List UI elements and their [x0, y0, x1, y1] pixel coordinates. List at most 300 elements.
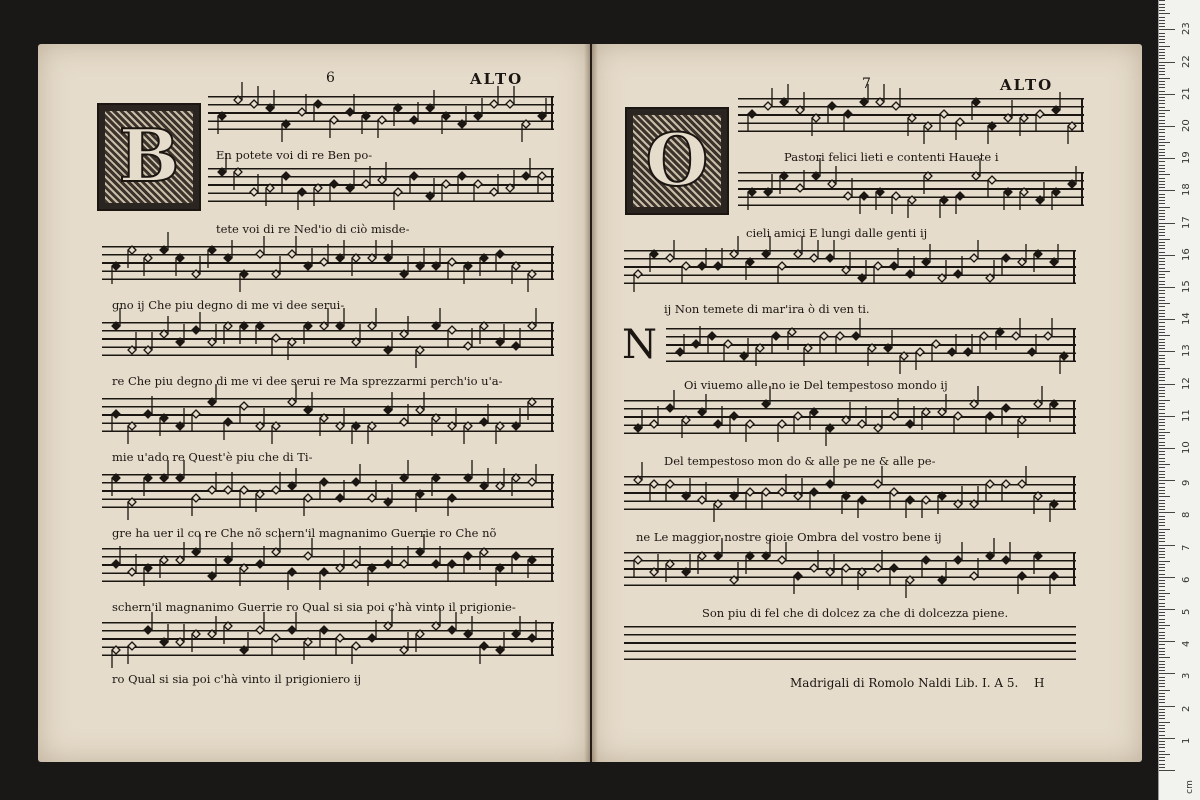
- ruler-tick: [1159, 368, 1170, 369]
- left-initial-woodcut: [97, 103, 201, 211]
- ruler-number: 13: [1181, 344, 1192, 358]
- ruler-tick: [1159, 529, 1170, 530]
- ruler-tick: [1159, 310, 1165, 311]
- ruler-tick: [1159, 364, 1165, 365]
- ruler-tick: [1159, 557, 1165, 558]
- ruler-tick: [1159, 207, 1170, 208]
- ruler-tick: [1159, 49, 1165, 50]
- music-staff: [624, 400, 1076, 434]
- book-gutter: [584, 44, 598, 762]
- ruler-tick: [1159, 78, 1170, 79]
- ruler-tick: [1159, 651, 1165, 652]
- ruler-tick: [1159, 229, 1165, 230]
- ruler-tick: [1159, 271, 1170, 272]
- ruler-tick: [1159, 136, 1165, 137]
- ruler-tick: [1159, 132, 1165, 133]
- ruler-tick: [1159, 580, 1165, 581]
- ruler-tick: [1159, 422, 1165, 423]
- lyric-line: Oi viuemo alle no ie Del tempestoso mondo ij: [684, 378, 948, 392]
- ruler-tick: [1159, 670, 1165, 671]
- lyric-line: ij Non temete di mar'ira ò di ven ti.: [664, 302, 870, 316]
- music-staff: [102, 548, 554, 582]
- ruler-tick: [1159, 235, 1165, 236]
- ruler-tick: [1159, 680, 1165, 681]
- ruler-tick: [1159, 68, 1165, 69]
- ruler-tick: [1159, 448, 1175, 449]
- ruler-tick: [1159, 599, 1165, 600]
- ruler-tick: [1159, 387, 1165, 388]
- ruler-tick: [1159, 274, 1165, 275]
- ruler-tick: [1159, 612, 1165, 613]
- ruler-number: 5: [1181, 608, 1192, 615]
- ruler-tick: [1159, 126, 1175, 127]
- ruler-tick: [1159, 219, 1165, 220]
- lyric-line: Pastori felici lieti e contenti Hauete i: [784, 150, 999, 164]
- ruler-tick: [1159, 657, 1170, 658]
- ruler-tick: [1159, 673, 1175, 674]
- ruler-tick: [1159, 103, 1165, 104]
- ruler-tick: [1159, 725, 1165, 726]
- ruler-tick: [1159, 36, 1165, 37]
- ruler-tick: [1159, 754, 1170, 755]
- ruler-tick: [1159, 561, 1170, 562]
- music-staff: [624, 476, 1076, 510]
- ruler-number: 22: [1181, 54, 1192, 68]
- measuring-ruler: [1158, 0, 1200, 800]
- ruler-number: 23: [1181, 22, 1192, 36]
- ruler-tick: [1159, 380, 1165, 381]
- ruler-tick: [1159, 400, 1170, 401]
- ruler-number: 1: [1181, 737, 1192, 744]
- ruler-tick: [1159, 512, 1175, 513]
- ruler-tick: [1159, 87, 1165, 88]
- ruler-tick: [1159, 474, 1165, 475]
- ruler-tick: [1159, 425, 1165, 426]
- ruler-number: 16: [1181, 248, 1192, 261]
- music-staff: [624, 552, 1076, 586]
- ruler-tick: [1159, 165, 1165, 166]
- right-second-initial: N: [622, 322, 657, 368]
- ruler-tick: [1159, 480, 1175, 481]
- ruler-tick: [1159, 648, 1165, 649]
- ruler-tick: [1159, 84, 1165, 85]
- ruler-tick: [1159, 355, 1165, 356]
- lyric-line: cieli amici E lungi dalle genti ij: [746, 226, 928, 240]
- ruler-tick: [1159, 46, 1170, 47]
- ruler-tick: [1159, 55, 1165, 56]
- ruler-tick: [1159, 245, 1165, 246]
- ruler-tick: [1159, 586, 1165, 587]
- lyric-line: En potete voi di re Ben po-: [216, 148, 373, 162]
- ruler-tick: [1159, 26, 1165, 27]
- ruler-tick: [1159, 345, 1165, 346]
- music-staff: [102, 398, 554, 432]
- ruler-tick: [1159, 532, 1165, 533]
- lyric-line: Del tempestoso mon do & alle pe ne & alle pe-: [664, 454, 936, 468]
- ruler-tick: [1159, 216, 1165, 217]
- ruler-tick: [1159, 677, 1165, 678]
- ruler-tick: [1159, 596, 1165, 597]
- ruler-tick: [1159, 632, 1165, 633]
- ruler-tick: [1159, 213, 1165, 214]
- ruler-tick: [1159, 290, 1165, 291]
- lyric-line: gre ha uer il co re Che nõ schern'il magnanimo Guerrie ro Che nõ: [112, 526, 497, 540]
- right-initial-letter: O: [645, 117, 709, 202]
- ruler-tick: [1159, 158, 1175, 159]
- ruler-tick: [1159, 293, 1165, 294]
- ruler-tick: [1159, 116, 1165, 117]
- ruler-number: 6: [1181, 576, 1192, 583]
- ruler-tick: [1159, 738, 1175, 739]
- ruler-tick: [1159, 722, 1170, 723]
- ruler-tick: [1159, 583, 1165, 584]
- ruler-number: 9: [1181, 479, 1192, 487]
- ruler-tick: [1159, 123, 1165, 124]
- music-staff: [738, 172, 1084, 206]
- right-page-number: 7: [862, 76, 871, 92]
- ruler-tick: [1159, 23, 1165, 24]
- ruler-number: 17: [1181, 215, 1192, 229]
- ruler-tick: [1159, 107, 1165, 108]
- left-header: ALTO: [470, 70, 524, 88]
- ruler-number: 7: [1181, 544, 1192, 551]
- music-staff: [102, 474, 554, 508]
- ruler-tick: [1159, 33, 1165, 34]
- ruler-tick: [1159, 747, 1165, 748]
- ruler-tick: [1159, 574, 1165, 575]
- ruler-tick: [1159, 477, 1165, 478]
- ruler-tick: [1159, 435, 1165, 436]
- ruler-tick: [1159, 409, 1165, 410]
- ruler-tick: [1159, 396, 1165, 397]
- ruler-tick: [1159, 306, 1165, 307]
- ruler-tick: [1159, 641, 1175, 642]
- ruler-tick: [1159, 52, 1165, 53]
- ruler-tick: [1159, 264, 1165, 265]
- ruler-tick: [1159, 226, 1165, 227]
- ruler-number: 4: [1181, 640, 1192, 648]
- ruler-tick: [1159, 712, 1165, 713]
- ruler-tick: [1159, 464, 1170, 465]
- music-staff: [624, 250, 1076, 284]
- ruler-tick: [1159, 97, 1165, 98]
- ruler-tick: [1159, 0, 1165, 1]
- ruler-number: 21: [1181, 87, 1192, 100]
- ruler-tick: [1159, 609, 1175, 610]
- ruler-tick: [1159, 100, 1165, 101]
- ruler-tick: [1159, 339, 1165, 340]
- ruler-tick: [1159, 332, 1165, 333]
- ruler-tick: [1159, 20, 1165, 21]
- ruler-number: 2: [1181, 705, 1192, 712]
- ruler-tick: [1159, 590, 1165, 591]
- ruler-tick: [1159, 493, 1165, 494]
- music-staff: [208, 168, 554, 202]
- ruler-tick: [1159, 390, 1165, 391]
- ruler-tick: [1159, 239, 1170, 240]
- ruler-tick: [1159, 548, 1165, 549]
- ruler-tick: [1159, 39, 1165, 40]
- ruler-tick: [1159, 129, 1165, 130]
- ruler-tick: [1159, 467, 1165, 468]
- ruler-tick: [1159, 94, 1175, 95]
- ruler-tick: [1159, 500, 1165, 501]
- ruler-tick: [1159, 760, 1165, 761]
- ruler-tick: [1159, 522, 1165, 523]
- ruler-tick: [1159, 706, 1175, 707]
- ruler-tick: [1159, 322, 1165, 323]
- ruler-tick: [1159, 438, 1165, 439]
- ruler-tick: [1159, 361, 1165, 362]
- ruler-tick: [1159, 696, 1165, 697]
- ruler-unit-label: cm: [1184, 780, 1195, 794]
- ruler-tick: [1159, 483, 1165, 484]
- ruler-tick: [1159, 413, 1165, 414]
- ruler-tick: [1159, 690, 1170, 691]
- ruler-tick: [1159, 516, 1165, 517]
- ruler-number: 12: [1181, 376, 1192, 390]
- ruler-tick: [1159, 7, 1165, 8]
- ruler-tick: [1159, 638, 1165, 639]
- ruler-tick: [1159, 277, 1165, 278]
- ruler-tick: [1159, 58, 1165, 59]
- ruler-tick: [1159, 197, 1165, 198]
- ruler-tick: [1159, 194, 1165, 195]
- ruler-tick: [1159, 744, 1165, 745]
- ruler-number: 19: [1181, 151, 1192, 165]
- right-footer: Madrigali di Romolo Naldi Lib. I. A 5.: [790, 676, 1019, 690]
- ruler-tick: [1159, 358, 1165, 359]
- ruler-tick: [1159, 471, 1165, 472]
- left-page-number: 6: [326, 70, 335, 86]
- ruler-tick: [1159, 728, 1165, 729]
- ruler-tick: [1159, 232, 1165, 233]
- ruler-tick: [1159, 342, 1165, 343]
- ruler-tick: [1159, 554, 1165, 555]
- lyric-line: mie u'ado re Quest'è piu che di Ti-: [112, 450, 313, 464]
- ruler-tick: [1159, 715, 1165, 716]
- ruler-tick: [1159, 200, 1165, 201]
- ruler-tick: [1159, 757, 1165, 758]
- ruler-tick: [1159, 767, 1165, 768]
- ruler-tick: [1159, 113, 1165, 114]
- ruler-number: 10: [1181, 441, 1192, 454]
- ruler-tick: [1159, 149, 1165, 150]
- ruler-tick: [1159, 419, 1165, 420]
- music-staff: [102, 622, 554, 656]
- lyric-line: ro Qual si sia poi c'hà vinto il prigioniero ij: [112, 672, 362, 686]
- ruler-tick: [1159, 606, 1165, 607]
- ruler-tick: [1159, 461, 1165, 462]
- ruler-tick: [1159, 445, 1165, 446]
- ruler-tick: [1159, 374, 1165, 375]
- ruler-tick: [1159, 509, 1165, 510]
- lyric-line: tete voi di re Ned'io di ciò misde-: [216, 222, 410, 236]
- ruler-number: 3: [1181, 673, 1192, 680]
- ruler-tick: [1159, 351, 1175, 352]
- ruler-tick: [1159, 535, 1165, 536]
- ruler-number: 15: [1181, 280, 1192, 293]
- ruler-tick: [1159, 661, 1165, 662]
- ruler-tick: [1159, 393, 1165, 394]
- ruler-tick: [1159, 161, 1165, 162]
- ruler-tick: [1159, 545, 1175, 546]
- ruler-tick: [1159, 348, 1165, 349]
- ruler-tick: [1159, 178, 1165, 179]
- music-staff: [102, 322, 554, 356]
- ruler-tick: [1159, 432, 1170, 433]
- ruler-tick: [1159, 664, 1165, 665]
- ruler-tick: [1159, 567, 1165, 568]
- ruler-tick: [1159, 71, 1165, 72]
- ruler-tick: [1159, 319, 1175, 320]
- ruler-tick: [1159, 490, 1165, 491]
- ruler-tick: [1159, 326, 1165, 327]
- ruler-tick: [1159, 313, 1165, 314]
- ruler-tick: [1159, 181, 1165, 182]
- ruler-tick: [1159, 603, 1165, 604]
- ruler-tick: [1159, 81, 1165, 82]
- ruler-tick: [1159, 538, 1165, 539]
- ruler-tick: [1159, 242, 1165, 243]
- ruler-tick: [1159, 261, 1165, 262]
- ruler-tick: [1159, 454, 1165, 455]
- ruler-tick: [1159, 593, 1170, 594]
- empty-music-staff: [624, 626, 1076, 660]
- music-staff: [738, 98, 1084, 132]
- ruler-tick: [1159, 371, 1165, 372]
- ruler-tick: [1159, 65, 1165, 66]
- music-staff: [102, 246, 554, 280]
- ruler-tick: [1159, 751, 1165, 752]
- ruler-tick: [1159, 223, 1175, 224]
- ruler-tick: [1159, 300, 1165, 301]
- ruler-tick: [1159, 487, 1165, 488]
- ruler-tick: [1159, 155, 1165, 156]
- left-initial-letter: B: [118, 113, 180, 198]
- ruler-number: 8: [1181, 512, 1192, 519]
- ruler-tick: [1159, 329, 1165, 330]
- lyric-line: ne Le maggior nostre gioie Ombra del vostro bene ij: [636, 530, 942, 544]
- ruler-number: 14: [1181, 312, 1192, 326]
- lyric-line: re Che piu degno di me vi dee serui re Ma sprezzarmi perch'io u'a-: [112, 374, 503, 388]
- ruler-tick: [1159, 686, 1165, 687]
- ruler-tick: [1159, 403, 1165, 404]
- ruler-tick: [1159, 284, 1165, 285]
- ruler-tick: [1159, 622, 1165, 623]
- lyric-line: schern'il magnanimo Guerrie ro Qual si sia poi c'hà vinto il prigionie-: [112, 600, 516, 614]
- ruler-tick: [1159, 4, 1165, 5]
- ruler-tick: [1159, 303, 1170, 304]
- ruler-tick: [1159, 187, 1165, 188]
- ruler-tick: [1159, 525, 1165, 526]
- ruler-tick: [1159, 731, 1165, 732]
- ruler-tick: [1159, 654, 1165, 655]
- ruler-tick: [1159, 615, 1165, 616]
- ruler-tick: [1159, 718, 1165, 719]
- lyric-line: gno ij Che piu degno di me vi dee serui-: [112, 298, 345, 312]
- ruler-tick: [1159, 335, 1170, 336]
- ruler-tick: [1159, 496, 1170, 497]
- ruler-tick: [1159, 142, 1170, 143]
- ruler-tick: [1159, 145, 1165, 146]
- ruler-tick: [1159, 74, 1165, 75]
- ruler-tick: [1159, 699, 1165, 700]
- ruler-tick: [1159, 683, 1165, 684]
- ruler-tick: [1159, 635, 1165, 636]
- ruler-tick: [1159, 442, 1165, 443]
- ruler-tick: [1159, 770, 1175, 771]
- ruler-tick: [1159, 735, 1165, 736]
- ruler-tick: [1159, 171, 1165, 172]
- ruler-tick: [1159, 152, 1165, 153]
- ruler-tick: [1159, 709, 1165, 710]
- ruler-tick: [1159, 693, 1165, 694]
- ruler-tick: [1159, 416, 1175, 417]
- ruler-tick: [1159, 377, 1165, 378]
- ruler-tick: [1159, 120, 1165, 121]
- ruler-tick: [1159, 506, 1165, 507]
- ruler-tick: [1159, 384, 1175, 385]
- ruler-tick: [1159, 625, 1170, 626]
- ruler-number: 20: [1181, 119, 1192, 132]
- ruler-tick: [1159, 210, 1165, 211]
- ruler-tick: [1159, 551, 1165, 552]
- ruler-number: 11: [1181, 409, 1192, 422]
- ruler-tick: [1159, 541, 1165, 542]
- ruler-tick: [1159, 248, 1165, 249]
- ruler-tick: [1159, 168, 1165, 169]
- ruler-tick: [1159, 174, 1170, 175]
- ruler-tick: [1159, 184, 1165, 185]
- ruler-tick: [1159, 139, 1165, 140]
- ruler-tick: [1159, 287, 1175, 288]
- ruler-tick: [1159, 429, 1165, 430]
- ruler-tick: [1159, 252, 1165, 253]
- ruler-tick: [1159, 17, 1165, 18]
- ruler-tick: [1159, 10, 1165, 11]
- ruler-tick: [1159, 764, 1165, 765]
- ruler-tick: [1159, 297, 1165, 298]
- music-staff: [208, 96, 554, 130]
- ruler-tick: [1159, 451, 1165, 452]
- ruler-tick: [1159, 406, 1165, 407]
- right-header: ALTO: [1000, 76, 1054, 94]
- ruler-tick: [1159, 62, 1175, 63]
- ruler-tick: [1159, 42, 1165, 43]
- right-initial-woodcut: [625, 107, 729, 215]
- ruler-tick: [1159, 203, 1165, 204]
- ruler-tick: [1159, 741, 1165, 742]
- ruler-tick: [1159, 258, 1165, 259]
- lyric-line: Son piu di fel che di dolcez za che di dolcezza piene.: [702, 606, 1009, 620]
- ruler-tick: [1159, 255, 1175, 256]
- ruler-tick: [1159, 564, 1165, 565]
- ruler-tick: [1159, 29, 1175, 30]
- ruler-tick: [1159, 503, 1165, 504]
- ruler-number: 18: [1181, 183, 1192, 197]
- ruler-tick: [1159, 268, 1165, 269]
- ruler-tick: [1159, 628, 1165, 629]
- ruler-tick: [1159, 110, 1170, 111]
- ruler-tick: [1159, 316, 1165, 317]
- music-staff: [666, 328, 1076, 362]
- ruler-tick: [1159, 519, 1165, 520]
- ruler-tick: [1159, 577, 1175, 578]
- ruler-tick: [1159, 702, 1165, 703]
- signature-mark: H: [1034, 676, 1045, 690]
- ruler-tick: [1159, 644, 1165, 645]
